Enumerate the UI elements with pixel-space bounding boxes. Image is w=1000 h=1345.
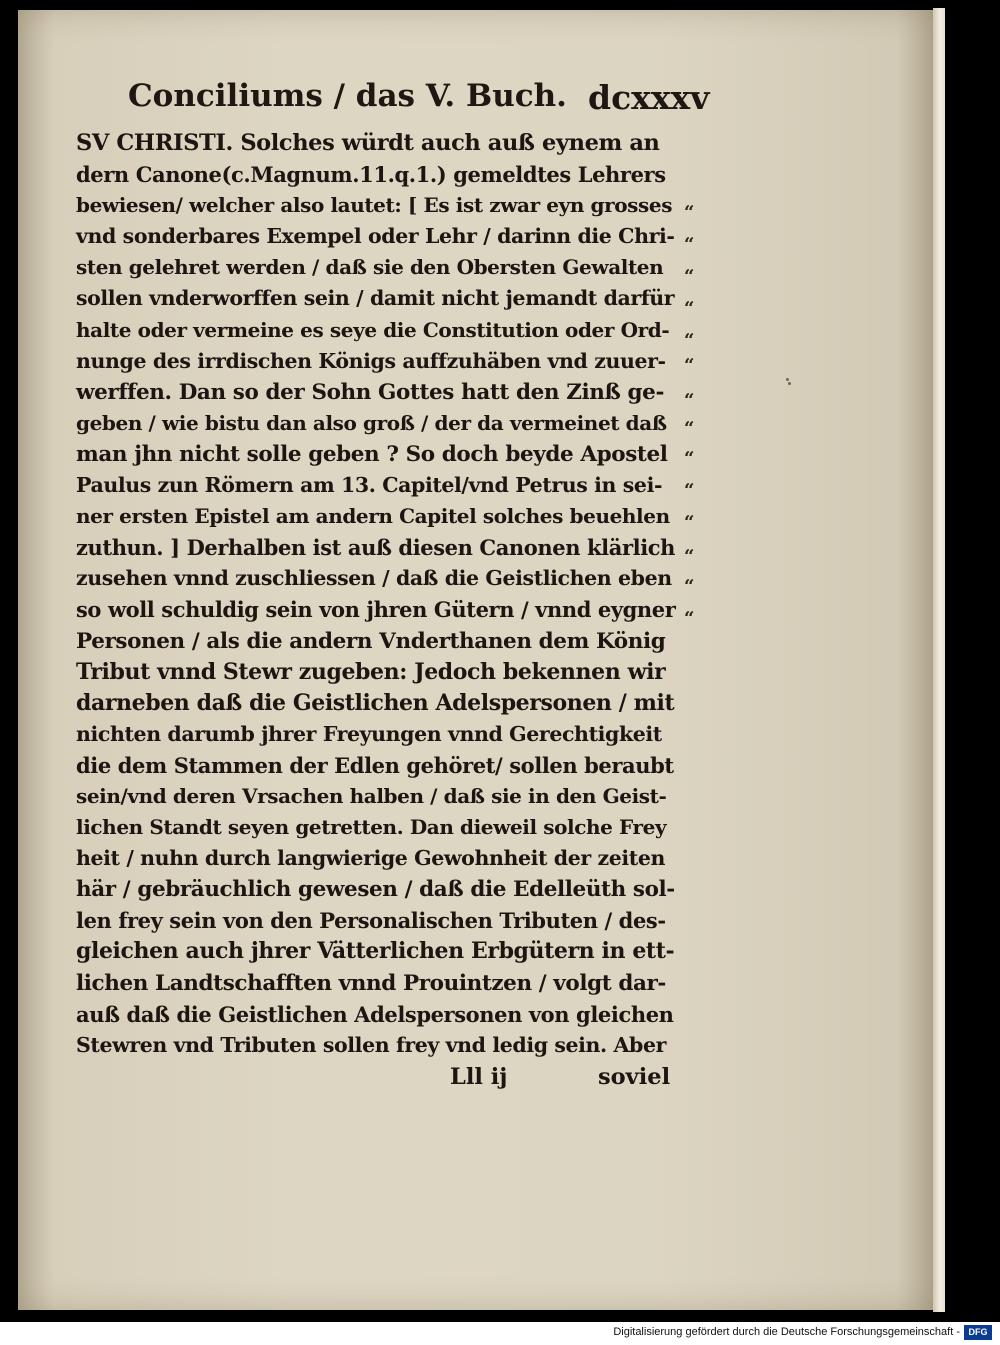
text-line: ner ersten Epistel am andern Capitel solches beuehlen xyxy=(76,504,670,529)
text-line: bewiesen/ welcher also lautet: [ Es ist zwar eyn grosses xyxy=(76,193,673,218)
quotation-mark: “ xyxy=(684,448,695,469)
quotation-mark: “ xyxy=(684,480,695,501)
quotation-mark: “ xyxy=(684,298,695,319)
page-edge xyxy=(933,8,945,1312)
text-line: lichen Standt seyen getretten. Dan dieweil solche Frey xyxy=(76,815,667,840)
quotation-mark: “ xyxy=(684,266,695,287)
quotation-mark: “ xyxy=(684,546,695,567)
text-line: Paulus zun Römern am 13. Capitel/vnd Petrus in sei- xyxy=(76,473,663,498)
text-line: dern Canone(c.Magnum.11.q.1.) gemeldtes Lehrers xyxy=(76,162,666,188)
quotation-mark: “ xyxy=(684,608,695,629)
signature-mark: Lll ij xyxy=(450,1064,508,1090)
quotation-mark: “ xyxy=(684,330,695,351)
margin-speck xyxy=(786,378,789,381)
text-line: nichten darumb jhrer Freyungen vnnd Gerechtigkeit xyxy=(76,721,662,746)
text-line: här / gebräuchlich gewesen / daß die Edelleüth sol- xyxy=(76,877,675,903)
quotation-mark: “ xyxy=(684,355,695,376)
text-line: lichen Landtschafften vnnd Prouintzen / volgt dar- xyxy=(76,970,666,996)
quotation-mark: “ xyxy=(684,576,695,597)
text-line: Tribut vnnd Stewr zugeben: Jedoch bekennen wir xyxy=(76,658,666,685)
text-line: man jhn nicht solle geben ? So doch beyde Apostel xyxy=(76,441,668,467)
quotation-mark: “ xyxy=(684,418,695,439)
catchword: soviel xyxy=(598,1064,671,1090)
text-line: halte oder vermeine es seye die Constitution oder Ord- xyxy=(76,317,670,342)
text-line: geben / wie bistu dan also groß / der da vermeinet daß xyxy=(76,410,667,435)
text-line: Personen / als die andern Vnderthanen dem König xyxy=(76,628,666,654)
catchword-line xyxy=(450,1064,680,1100)
funding-credit: Digitalisierung gefördert durch die Deutsche Forschungsgemeinschaft - xyxy=(613,1326,960,1338)
text-line: gleichen auch jhrer Vätterlichen Erbgütern in ett- xyxy=(76,938,675,965)
text-line: zusehen vnnd zuschliessen / daß die Geistlichen eben xyxy=(76,566,672,591)
folio-number: dcxxxv xyxy=(588,78,710,117)
footer-bar xyxy=(0,1322,1000,1345)
text-line: vnd sonderbares Exempel oder Lehr / darinn die Chri- xyxy=(76,224,675,249)
text-line: SV CHRISTI. Solches würdt auch auß eynem an xyxy=(76,130,660,156)
text-line: auß daß die Geistlichen Adelspersonen von gleichen xyxy=(76,1001,674,1027)
text-line: nunge des irrdischen Königs auffzuhäben vnd zuuer- xyxy=(76,348,666,373)
text-line: darneben daß die Geistlichen Adelspersonen / mit xyxy=(76,689,675,716)
margin-speck xyxy=(788,382,791,385)
text-line: sein/vnd deren Vrsachen halben / daß sie in den Geist- xyxy=(76,783,667,808)
text-line: so woll schuldig sein von jhren Gütern / vnnd eygner xyxy=(76,597,676,623)
text-line: len frey sein von den Personalischen Tributen / des- xyxy=(76,908,666,934)
dfg-logo: DFG xyxy=(964,1325,992,1340)
running-head-title: Conciliums / das V. Buch. xyxy=(128,78,567,114)
text-line: die dem Stammen der Edlen gehöret/ sollen beraubt xyxy=(76,752,674,778)
text-line: werffen. Dan so der Sohn Gottes hatt den Zinß ge- xyxy=(76,379,664,405)
text-line: Stewren vnd Tributen sollen frey vnd ledig sein. Aber xyxy=(76,1032,667,1057)
text-line: zuthun. ] Derhalben ist auß diesen Canonen klärlich xyxy=(76,535,676,561)
quotation-mark: “ xyxy=(684,202,695,223)
quotation-mark: “ xyxy=(684,512,695,533)
main-text xyxy=(76,128,676,1061)
quotation-mark: “ xyxy=(684,390,695,411)
text-line: sollen vnderworffen sein / damit nicht jemandt darfür xyxy=(76,286,675,311)
running-head xyxy=(110,78,710,128)
text-line: sten gelehret werden / daß sie den Obersten Gewalten xyxy=(76,255,664,280)
quotation-mark: “ xyxy=(684,234,695,255)
text-line: heit / nuhn durch langwierige Gewohnheit der zeiten xyxy=(76,846,665,871)
